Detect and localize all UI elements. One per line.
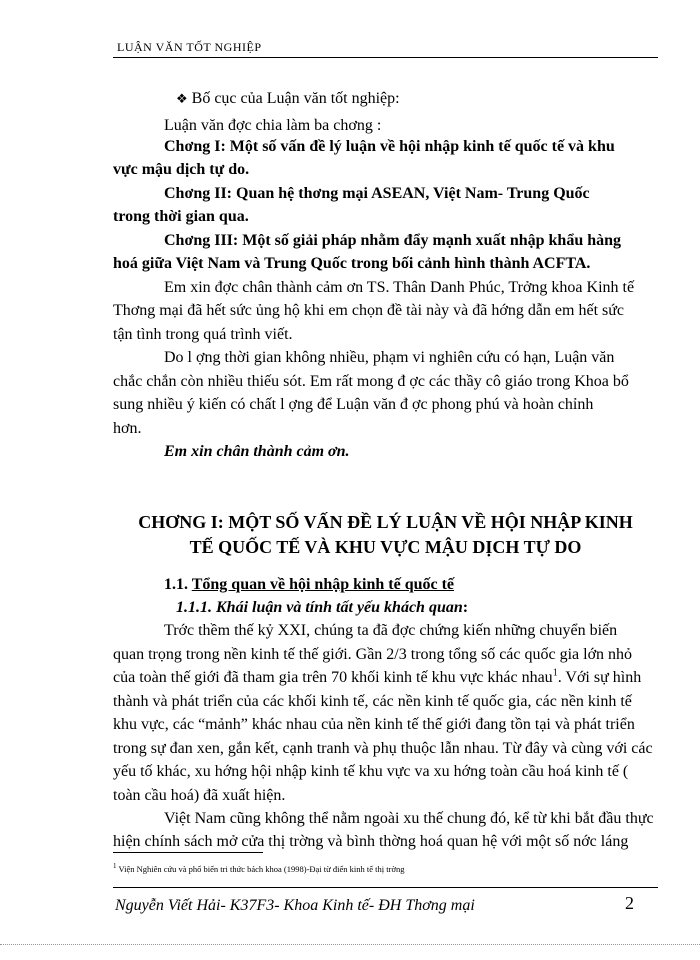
structure-heading-text: Bố cục của Luận văn tốt nghiệp: (191, 90, 400, 107)
footer-rule (113, 887, 658, 888)
thanks-line: Thơng mại đã hết sức ủng hộ khi em chọn đề tài này và đã hớng dẫn em hết sức (113, 302, 625, 319)
page-number: 2 (625, 893, 634, 913)
thanks-line: tận tình trong quá trình viết. (113, 326, 293, 343)
body-line: khu vực, các “mảnh” khác nhau của nền kinh tế thế giới đang tồn tại và phát triển (113, 716, 635, 733)
chapter2-summary-cont: trong thời gian qua. (113, 208, 249, 225)
chapter3-summary: Chơng III: Một số giải pháp nhằm đẩy mạnh xuất nhập khẩu hàng (164, 232, 622, 249)
body-line: thành và phát triển của các khối kinh tế, các nền kinh tế quốc gia, các nền kinh tế (113, 693, 632, 710)
footer-author: Nguyễn Viết Hải- K37F3- Khoa Kinh tế- ĐH Thơng mại (115, 897, 475, 914)
body-line: trong sự đan xen, gắn kết, cạnh tranh và phụ thuộc lẫn nhau. Từ đây và cùng với các (113, 740, 653, 757)
limitation-line: hơn. (113, 420, 142, 437)
chapter1-summary: Chơng I: Một số vấn đề lý luận về hội nhập kinh tế quốc tế và khu (164, 138, 615, 155)
four-diamond-bullet-icon: ❖ (176, 92, 188, 107)
chapter1-summary-cont: vực mậu dịch tự do. (113, 161, 250, 178)
limitation-line: sung nhiều ý kiến có chất l ợng để Luận văn đ ợc phong phú và hoàn chỉnh (113, 396, 594, 413)
body-line: yếu tố khác, xu hớng hội nhập kinh tế khu vực va xu hớng toàn cầu hoá kinh tế ( (113, 763, 629, 780)
body-line: hiện chính sách mở cửa thị trờng và bình thờng hoá quan hệ với một số nớc láng (113, 833, 629, 850)
footnote-reference: 1 (552, 667, 558, 679)
running-header: LUẬN VĂN TỐT NGHIỆP (117, 40, 262, 54)
body-line: toàn cầu hoá) đã xuất hiện. (113, 787, 286, 804)
closing-thanks: Em xin chân thành cảm ơn. (164, 443, 350, 460)
chapter3-summary-cont: hoá giữa Việt Nam và Trung Quốc trong bối cảnh hình thành ACFTA. (113, 255, 591, 272)
subsection-colon: : (462, 599, 469, 616)
page-break-divider (0, 944, 700, 945)
body-line: quan trọng trong nền kinh tế thế giới. Gần 2/3 trong tổng số các quốc gia lớn nhỏ (113, 646, 633, 663)
section-number: 1.1. (164, 576, 192, 593)
header-rule (113, 57, 658, 58)
body-line: Trớc thềm thế kỷ XXI, chúng ta đã đợc chứng kiến những chuyển biến (164, 622, 618, 639)
body-line (113, 668, 641, 688)
structure-heading (176, 89, 400, 110)
chapter-title-line2: TẾ QUỐC TẾ VÀ KHU VỰC MẬU DỊCH TỰ DO (189, 537, 582, 557)
body-line-text: của toàn thế giới đã tham gia trên 70 khối kinh tế khu vực khác nhau (113, 669, 553, 686)
footnote (113, 864, 404, 874)
chapter2-summary: Chơng II: Quan hệ thơng mại ASEAN, Việt Nam- Trung Quốc (164, 185, 590, 202)
thanks-line: Em xin đợc chân thành cảm ơn TS. Thân Danh Phúc, Trởng khoa Kinh tế (164, 279, 635, 296)
limitation-line: chắc chắn còn nhiều thiếu sót. Em rất mong đ ợc các thầy cô giáo trong Khoa bổ (113, 373, 629, 390)
section-title: Tổng quan về hội nhập kinh tế quốc tế (191, 576, 455, 593)
footnote-marker: 1 (113, 862, 117, 871)
subsection-title: 1.1.1. Khái luận và tính tất yếu khách quan (176, 599, 463, 616)
limitation-line: Do l ợng thời gian không nhiều, phạm vi nghiên cứu có hạn, Luận văn (164, 349, 615, 366)
subsection-heading (176, 598, 468, 618)
body-line-text: . Với sự hình (557, 669, 642, 686)
footnote-text: Viện Nghiên cứu và phổ biến tri thức bách khoa (1998)-Đại từ điển kinh tế thị trờng (118, 864, 405, 874)
intro-line: Luận văn đợc chia làm ba chơng : (164, 117, 382, 134)
footnote-rule (113, 852, 263, 853)
section-heading (164, 575, 454, 595)
chapter-title-line1: CHƠNG I: MỘT SỐ VẤN ĐỀ LÝ LUẬN VỀ HỘI NHẬP KINH (138, 512, 633, 532)
body-line: Việt Nam cũng không thể nằm ngoài xu thế chung đó, kể từ khi bắt đầu thực (164, 810, 654, 827)
